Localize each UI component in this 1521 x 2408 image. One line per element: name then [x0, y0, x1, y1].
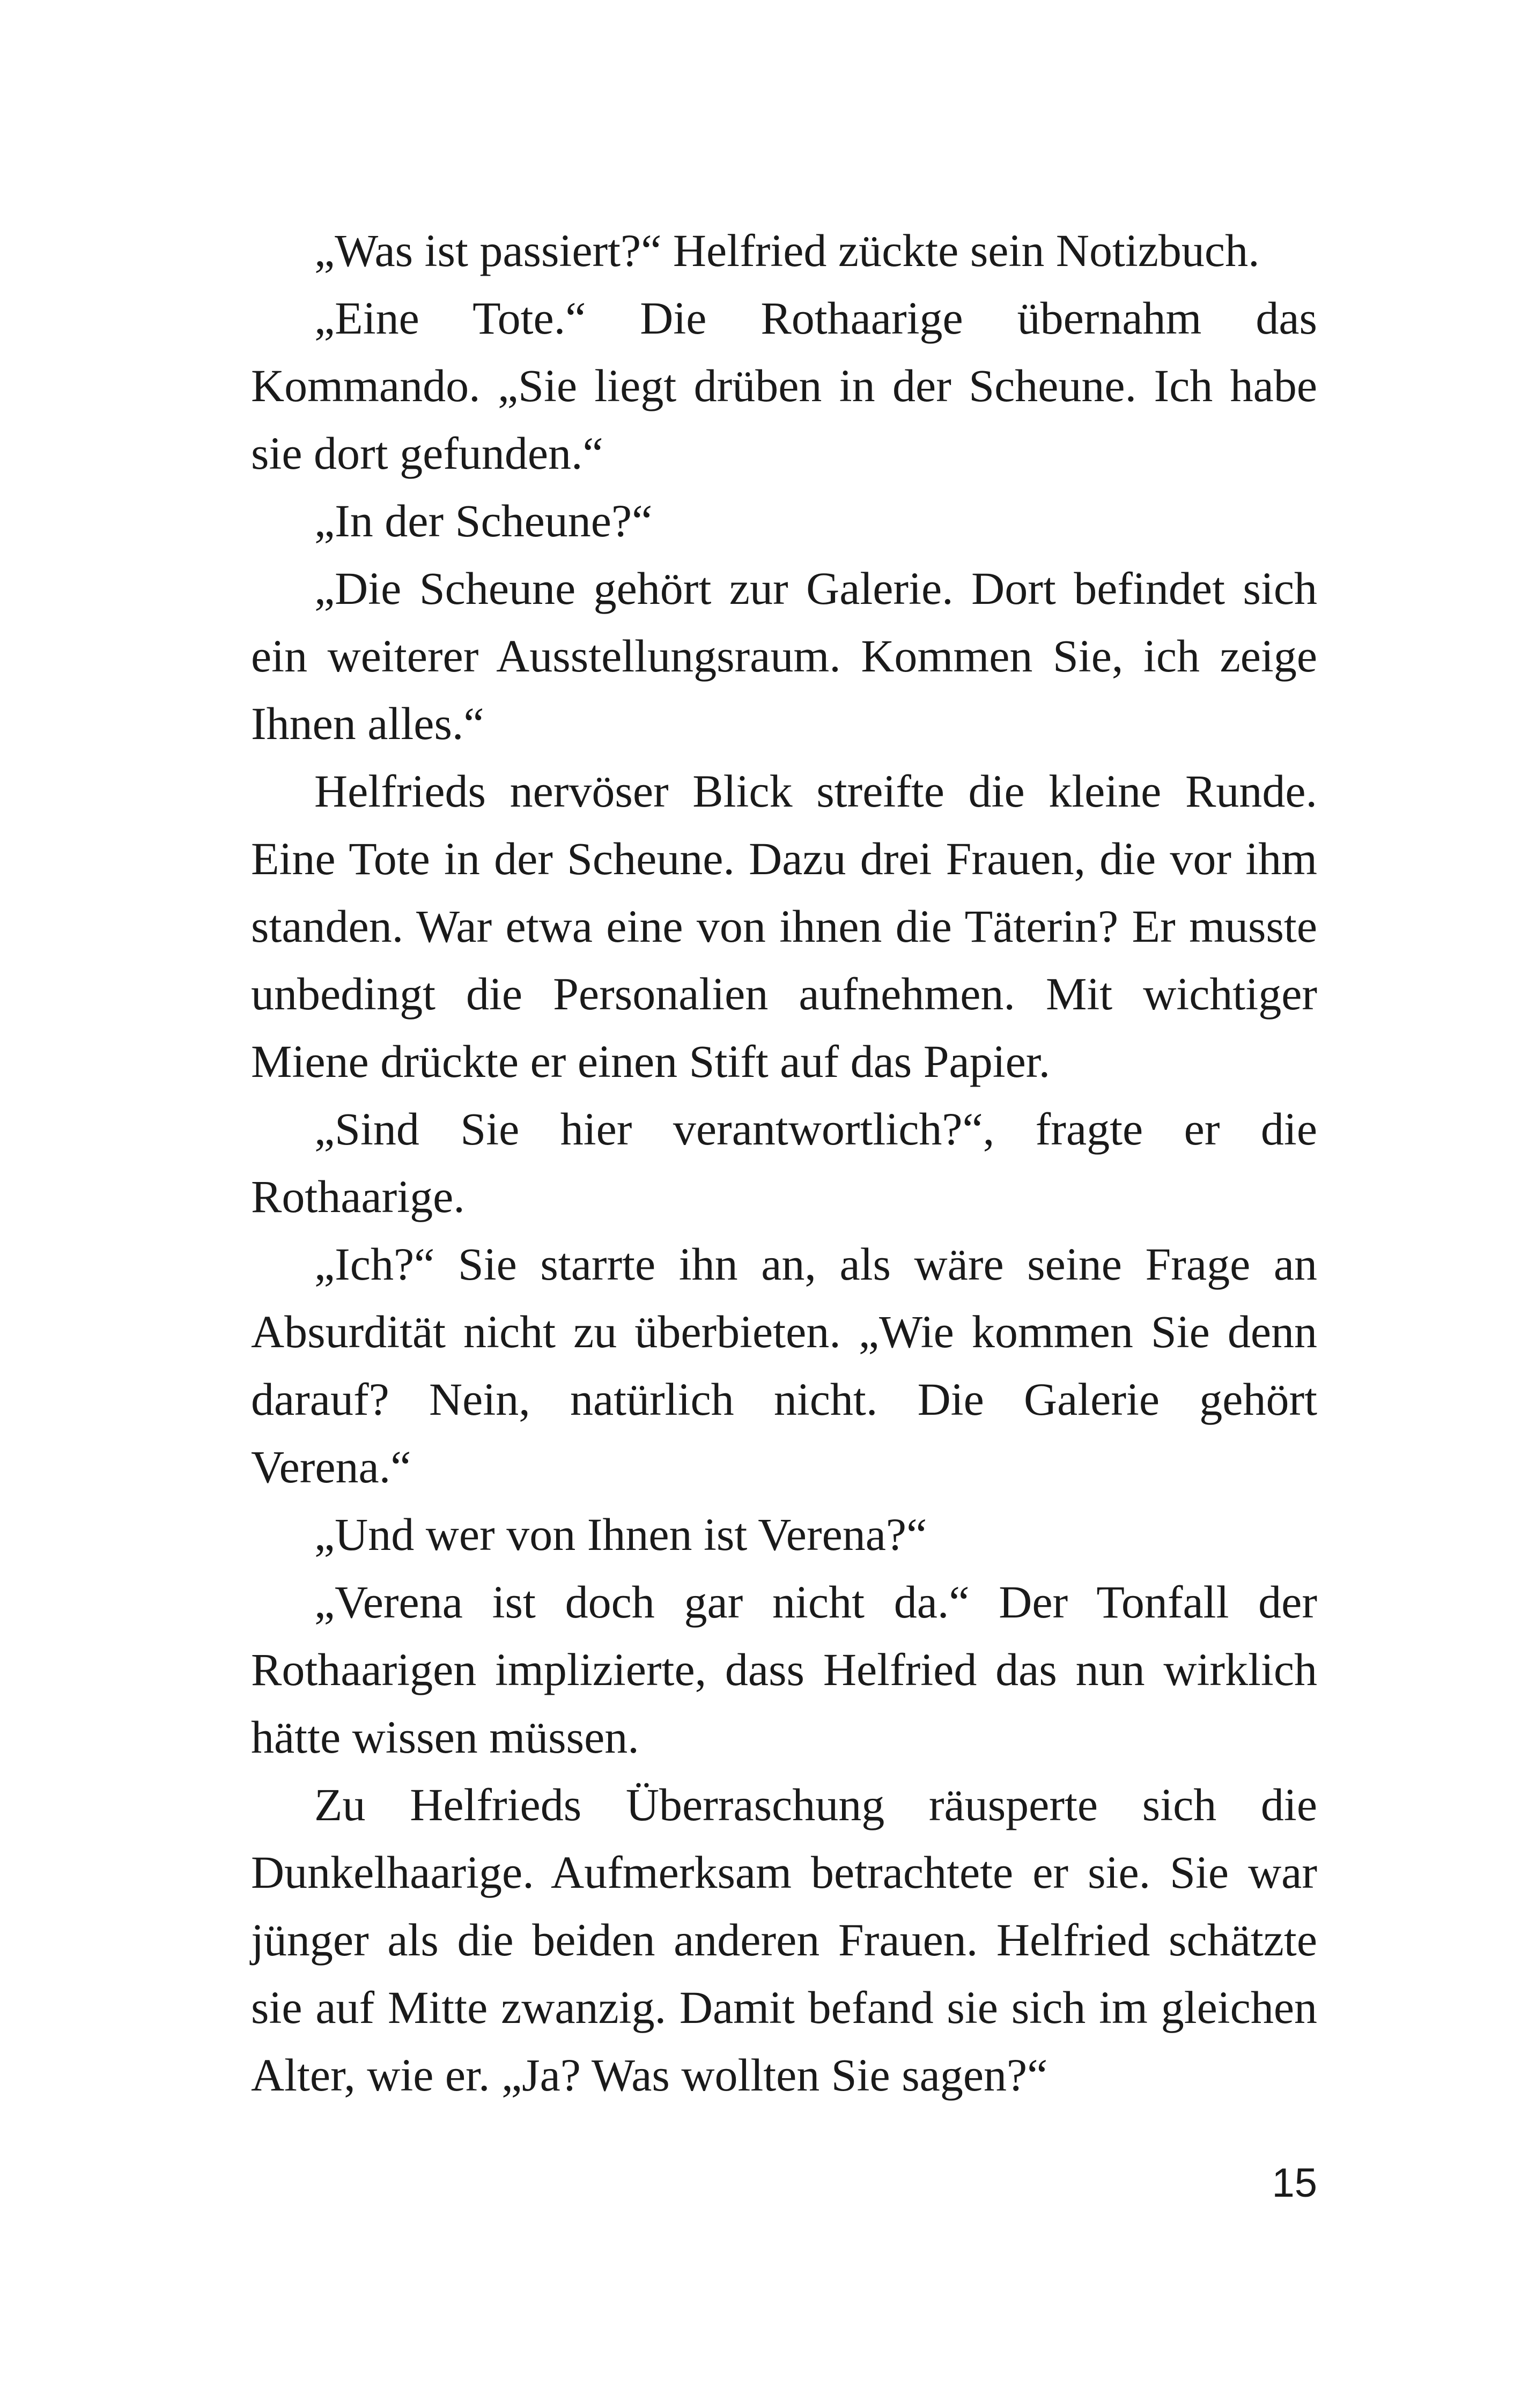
- paragraph: „Eine Tote.“ Die Rothaarige übernahm das Kommando. „Sie liegt drüben in der Scheune. Ich habe sie dort gefunden.“: [251, 292, 1317, 479]
- paragraph: Helfrieds nervöser Blick streifte die kleine Runde. Eine Tote in der Scheune. Dazu drei Frauen, die vor ihm standen. War etwa eine von ihnen die Täterin? Er musste unbedingt die Personalien aufnehmen. Mit wichtiger Miene drückte er einen Stift auf das Papier.: [251, 765, 1317, 1087]
- page-number: 15: [1272, 2160, 1317, 2206]
- paragraph: Zu Helfrieds Überraschung räusperte sich die Dunkelhaarige. Aufmerksam betrachtete er sie. Sie war jünger als die beiden anderen Frauen. Helfried schätzte sie auf Mitte zwanzig. Damit befand sie sich im gleichen Alter, wie er. „Ja? Was wollten Sie sagen?“: [251, 1779, 1317, 2101]
- paragraph: „Sind Sie hier verantwortlich?“, fragte er die Rothaarige.: [251, 1103, 1317, 1222]
- paragraph: „Und wer von Ihnen ist Verena?“: [314, 1509, 927, 1560]
- paragraph: „Was ist passiert?“ Helfried zückte sein Notizbuch.: [314, 225, 1260, 276]
- paragraph: „Die Scheune gehört zur Galerie. Dort befindet sich ein weiterer Ausstellungsraum. Kommen Sie, ich zeige Ihnen alles.“: [251, 563, 1317, 749]
- paragraph: „Verena ist doch gar nicht da.“ Der Tonfall der Rothaarigen implizierte, dass Helfried das nun wirklich hätte wissen müssen.: [251, 1576, 1317, 1763]
- body-text: [251, 217, 1317, 2109]
- paragraph: „In der Scheune?“: [314, 495, 653, 546]
- paragraph: „Ich?“ Sie starrte ihn an, als wäre seine Frage an Absurdität nicht zu überbieten. „Wie kommen Sie denn darauf? Nein, natürlich nicht. Die Galerie gehört Verena.“: [251, 1238, 1317, 1493]
